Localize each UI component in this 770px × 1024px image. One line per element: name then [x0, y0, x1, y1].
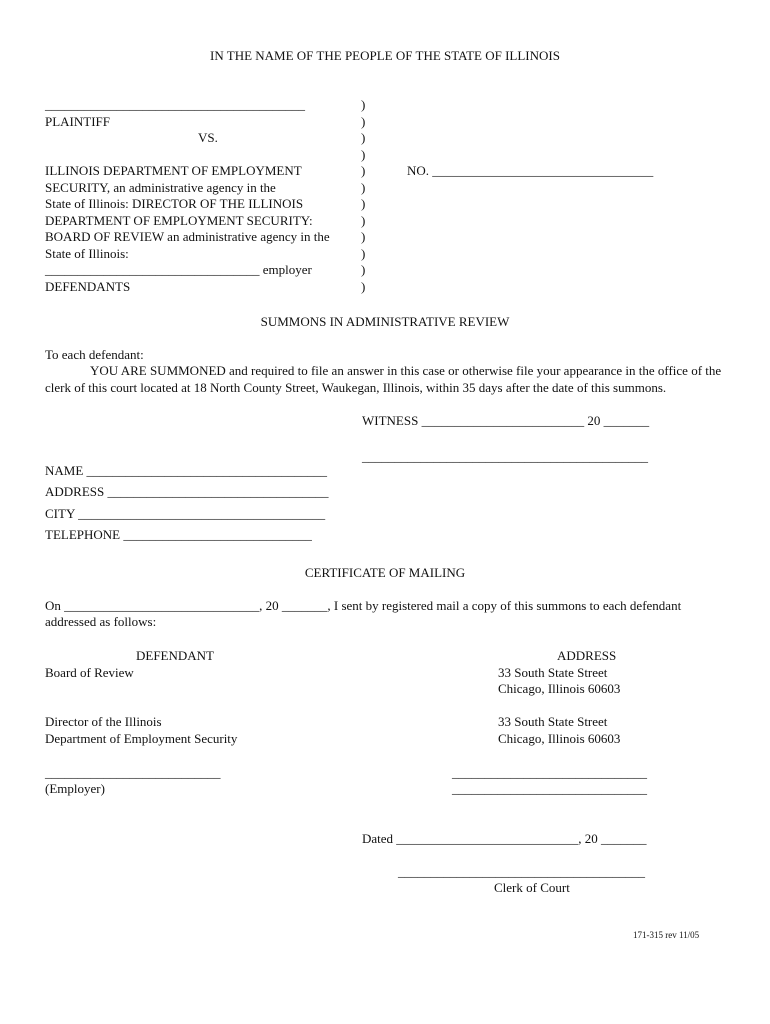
defendant-column-header: DEFENDANT	[136, 648, 214, 663]
employer-address-line-1[interactable]: ______________________________	[452, 765, 647, 780]
defendant-line-6: State of Illinois:	[45, 245, 129, 261]
defendant-line-4: DEPARTMENT OF EMPLOYMENT SECURITY:	[45, 212, 313, 228]
clerk-of-court-label: Clerk of Court	[494, 880, 570, 895]
defendants-label: DEFENDANTS	[45, 278, 131, 294]
document-header: IN THE NAME OF THE PEOPLE OF THE STATE OF ILLINOIS	[210, 48, 560, 63]
employer-name-line[interactable]: _________________________________ employer	[45, 262, 312, 277]
mailing-date-line[interactable]: On ______________________________, 20 _______, I sent by registered mail a copy of this summons to each defendant	[45, 598, 682, 613]
board-address-street: 33 South State Street	[498, 665, 608, 680]
defendant-line-5: BOARD OF REVIEW an administrative agency in the	[45, 229, 330, 244]
defendant-line-2: SECURITY, an administrative agency in the	[45, 179, 276, 195]
board-of-review: Board of Review	[45, 665, 134, 680]
city-field[interactable]: CITY ______________________________________	[45, 506, 326, 521]
paren: )	[361, 130, 366, 145]
clerk-signature-line[interactable]: ______________________________________	[398, 864, 645, 879]
employer-label: (Employer)	[45, 781, 105, 796]
witness-signature-line[interactable]: ____________________________________________	[362, 449, 648, 464]
telephone-field[interactable]: TELEPHONE _____________________________	[45, 527, 312, 542]
addressed-as-follows: addressed as follows:	[45, 614, 157, 629]
paren: )	[361, 179, 366, 195]
form-number: 171-315 rev 11/05	[633, 930, 700, 940]
address-column-header: ADDRESS	[557, 648, 617, 663]
caption-parentheses	[361, 97, 365, 295]
case-caption-parties	[45, 97, 330, 295]
paren: )	[361, 113, 366, 129]
director-line-2: Department of Employment Security	[45, 731, 238, 746]
address-field[interactable]: ADDRESS __________________________________	[45, 484, 329, 499]
paren: )	[361, 262, 366, 277]
board-address-city: Chicago, Illinois 60603	[498, 681, 621, 696]
employer-address-line-2[interactable]: ______________________________	[452, 781, 647, 796]
paren: )	[361, 245, 366, 261]
summons-body: YOU ARE SUMMONED and required to file an answer in this case or otherwise file your appearance in the office of the clerk of this court located at 18 North County Street, Waukegan, Illinois, within 35 days after the date of this summons.	[45, 363, 722, 395]
paren: )	[361, 212, 366, 228]
director-line-1: Director of the Illinois	[45, 714, 162, 729]
summons-title: SUMMONS IN ADMINISTRATIVE REVIEW	[260, 314, 510, 329]
defendant-line-3: State of Illinois: DIRECTOR OF THE ILLINOIS	[45, 196, 304, 211]
witness-field[interactable]: WITNESS _________________________ 20 _______	[362, 413, 650, 428]
to-each-defendant: To each defendant:	[45, 347, 144, 362]
dated-field[interactable]: Dated ____________________________, 20 _______	[362, 831, 647, 846]
defendant-line-1: ILLINOIS DEPARTMENT OF EMPLOYMENT	[45, 163, 302, 178]
blank-row	[45, 147, 330, 164]
paren: )	[361, 196, 366, 211]
paren: )	[361, 229, 366, 244]
case-number-field[interactable]: NO. __________________________________	[407, 163, 654, 178]
paren: )	[361, 146, 366, 162]
certificate-title: CERTIFICATE OF MAILING	[304, 565, 466, 580]
paren: )	[361, 163, 366, 178]
plaintiff-name-line[interactable]: ________________________________________	[45, 97, 305, 112]
director-address-city: Chicago, Illinois 60603	[498, 731, 621, 746]
paren: )	[361, 97, 366, 112]
director-address-street: 33 South State Street	[498, 714, 608, 729]
plaintiff-label: PLAINTIFF	[45, 113, 111, 129]
versus-label: VS.	[198, 130, 218, 145]
name-field[interactable]: NAME _____________________________________	[45, 463, 328, 478]
paren: )	[361, 278, 366, 294]
employer-name-blank[interactable]: ___________________________	[45, 765, 221, 780]
